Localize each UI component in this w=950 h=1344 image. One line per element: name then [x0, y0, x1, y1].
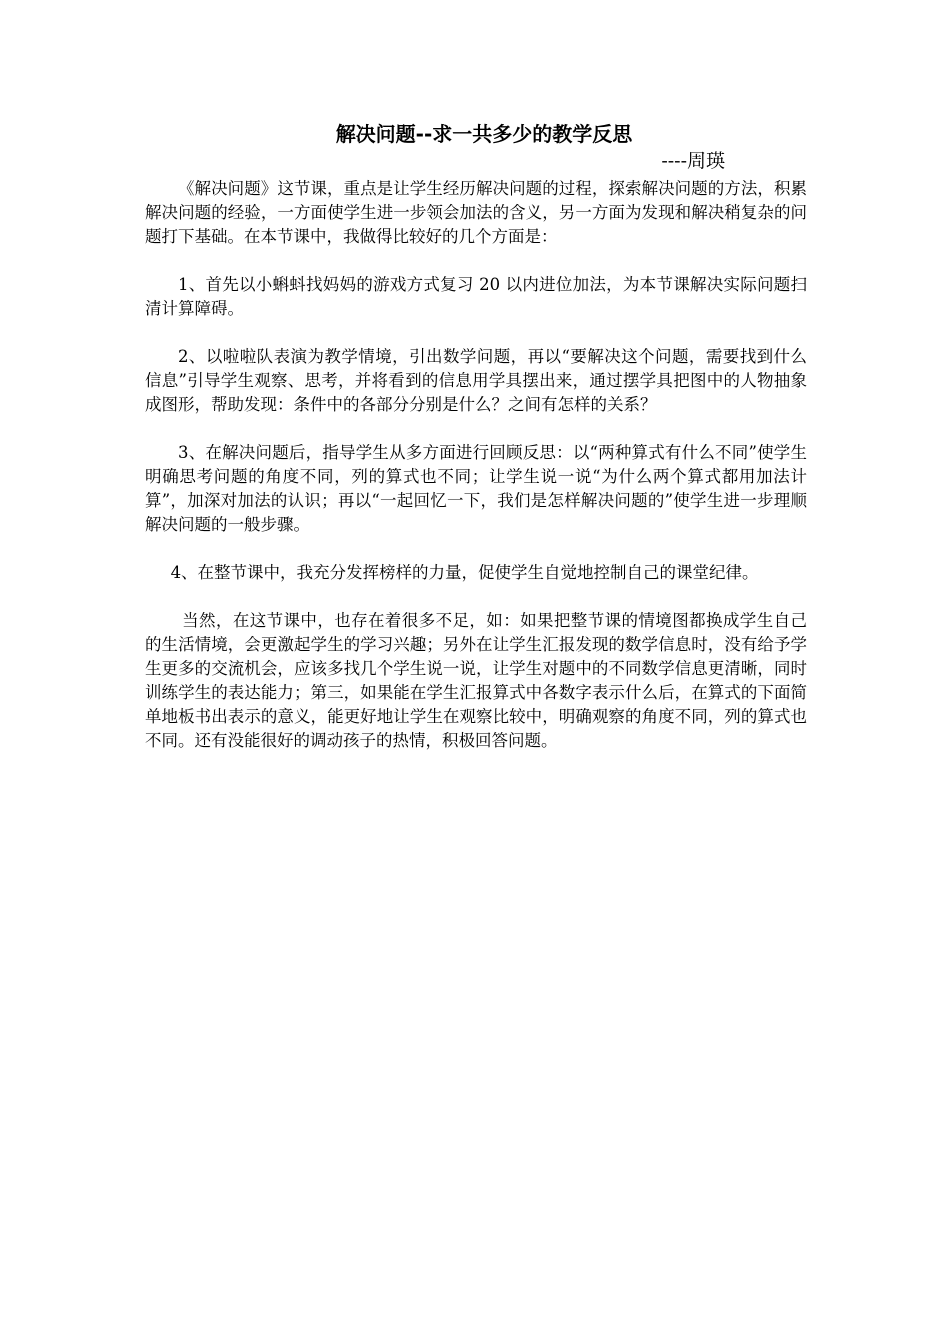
document-body: [145, 120, 807, 777]
paragraph-point-4: 4、在整节课中，我充分发挥榜样的力量，促使学生自觉地控制自己的课堂纪律。: [170, 563, 759, 582]
paragraph-point-2: 2、以啦啦队表演为教学情境，引出数学问题，再以“要解决这个问题，需要找到什么信息”引导学生观察、思考，并将看到的信息用学具摆出来，通过摆学具把图中的人物抽象成图形，帮助发现：条件中的各部分分别是什么？之间有怎样的关系？: [145, 347, 807, 414]
paragraph-point-1: 1、首先以小蝌蚪找妈妈的游戏方式复习 20 以内进位加法，为本节课解决实际问题扫清计算障碍。: [145, 275, 807, 318]
paragraph-intro: 《解决问题》这节课，重点是让学生经历解决问题的过程，探索解决问题的方法，积累解决问题的经验，一方面使学生进一步领会加法的含义，另一方面为发现和解决稍复杂的问题打下基础。在本节课中，我做得比较好的几个方面是：: [145, 179, 807, 246]
document-title: 解决问题--求一共多少的教学反思: [335, 122, 633, 146]
document-author: ----周瑛: [661, 150, 725, 172]
paragraph-shortcomings: 当然，在这节课中，也存在着很多不足，如：如果把整节课的情境图都换成学生自己的生活情境，会更激起学生的学习兴趣；另外在让学生汇报发现的数学信息时，没有给予学生更多的交流机会，应该多找几个学生说一说，让学生对题中的不同数学信息更清晰，同时训练学生的表达能力；第三，如果能在学生汇报算式中各数字表示什么后，在算式的下面简单地板书出表示的意义，能更好地让学生在观察比较中，明确观察的角度不同，列的算式也不同。还有没能很好的调动孩子的热情，积极回答问题。: [145, 611, 807, 750]
paragraph-point-3: 3、在解决问题后，指导学生从多方面进行回顾反思：以“两种算式有什么不同”使学生明确思考问题的角度不同，列的算式也不同；让学生说一说“为什么两个算式都用加法计算”，加深对加法的认识；再以“一起回忆一下，我们是怎样解决问题的”使学生进一步理顺解决问题的一般步骤。: [145, 443, 807, 534]
